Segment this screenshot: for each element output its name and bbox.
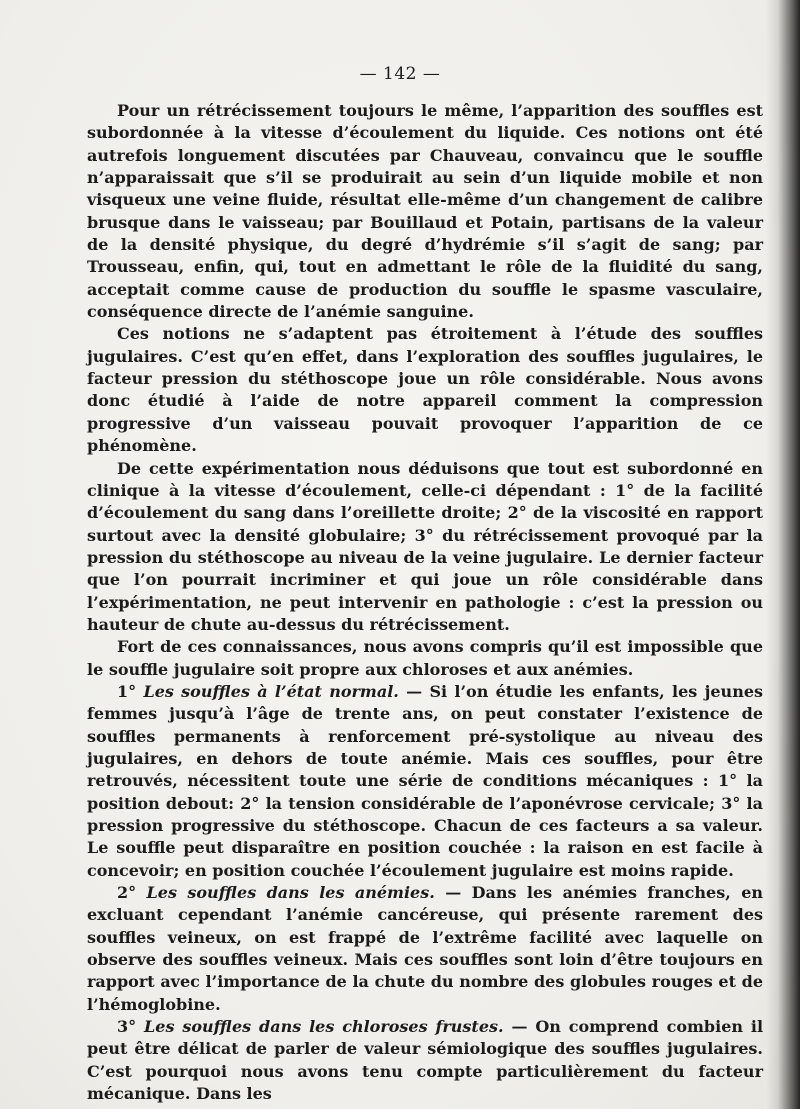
paragraph-1	[87, 100, 763, 323]
paragraph-5-text: — Si l’on étudie les enfants, les jeunes femmes jusqu’à l’âge de trente ans, on peut constater l’existence de souffles permanents à renforcement pré-systolique au niveau des jugulaires, en dehors de toute anémie. Mais ces souffles, pour être retrouvés, nécessitent toute une série de conditions mécaniques : 1° la position debout: 2° la tension considérable de l’aponévrose cervicale; 3° la pression progressive du stéthoscope. Chacun de ces facteurs a sa valeur. Le souffle peut disparaître en position couchée : la raison en est facile à concevoir; en position couchée l’écoulement jugulaire est moins rapide.	[87, 681, 764, 880]
paragraph-6-text: — Dans les anémies franches, en excluant cependant l’anémie cancéreuse, qui présente rarement des souffles veineux, on est frappé de l’extrême facilité avec laquelle on observe des souffles veineux. Mais ces souffles sont loin d’être toujours en rapport avec l’importance de la chute du nombre des globules rouges et de l’hémoglobine.	[87, 883, 764, 1014]
paragraph-6	[87, 882, 763, 1016]
paragraph-2	[87, 323, 763, 457]
section-number: 1°	[117, 681, 137, 701]
section-number: 2°	[117, 883, 137, 903]
paragraph-7	[87, 1016, 763, 1105]
paragraph-3-text: De cette expérimentation nous déduisons que tout est subordonné en clinique à la vitesse d’écoulement, celle-ci dépendant : 1° de la facilité d’écoulement du sang dans l’oreillette droite; 2° de la viscosité en rapport surtout avec la densité globulaire; 3° du rétrécissement provoqué par la pression du stéthoscope au niveau de la veine jugulaire. Le dernier facteur que l’on pourrait incriminer et qui joue un rôle considérable dans l’expérimentation, ne peut intervenir en pathologie : c’est la pression ou hauteur de chute au-dessus du rétrécissement.	[87, 458, 763, 634]
body-text	[87, 100, 763, 1105]
paragraph-3	[87, 458, 763, 637]
section-number: 3°	[117, 1017, 137, 1037]
paragraph-1-text: Pour un rétrécissement toujours le même, l’apparition des souffles est subordonnée à la vitesse d’écoulement du liquide. Ces notions ont été autrefois longuement discutées par Chauveau, convaincu que le souffle n’apparaissait que s’il se produirait au sein d’un liquide mobile et non visqueux une veine fluide, résultat elle-même d’un changement de calibre brusque dans le vaisseau; par Bouillaud et Potain, partisans de la valeur de la densité physique, du degré d’hydrémie s’il s’agit de sang; par Trousseau, enfin, qui, tout en admettant le rôle de la fluidité du sang, acceptait comme cause de production du souffle le spasme vasculaire, conséquence directe de l’anémie sanguine.	[87, 101, 763, 322]
page-number: — 142 —	[359, 64, 441, 84]
paragraph-5	[87, 681, 763, 882]
section-title: Les souffles dans les anémies.	[146, 883, 435, 903]
paragraph-7-text: — On comprend combien il peut être délicat de parler de valeur sémiologique des souffles jugulaires. C’est pourquoi nous avons tenu compte particulièrement du facteur mécanique. Dans les	[87, 1017, 764, 1104]
page-edge-shadow	[766, 0, 800, 1109]
section-title: Les souffles à l’état normal.	[143, 681, 399, 701]
paragraph-4-text: Fort de ces connaissances, nous avons compris qu’il est impossible que le souffle jugulaire soit propre aux chloroses et aux anémies.	[87, 637, 763, 679]
section-title: Les souffles dans les chloroses frustes.	[144, 1017, 504, 1037]
paragraph-2-text: Ces notions ne s’adaptent pas étroitement à l’étude des souffles jugulaires. C’est qu’en effet, dans l’exploration des souffles jugulaires, le facteur pression du stéthoscope joue un rôle considérable. Nous avons donc étudié à l’aide de notre appareil comment la compression progressive d’un vaisseau pouvait provoquer l’apparition de ce phénomène.	[87, 324, 763, 456]
paragraph-4	[87, 636, 763, 681]
